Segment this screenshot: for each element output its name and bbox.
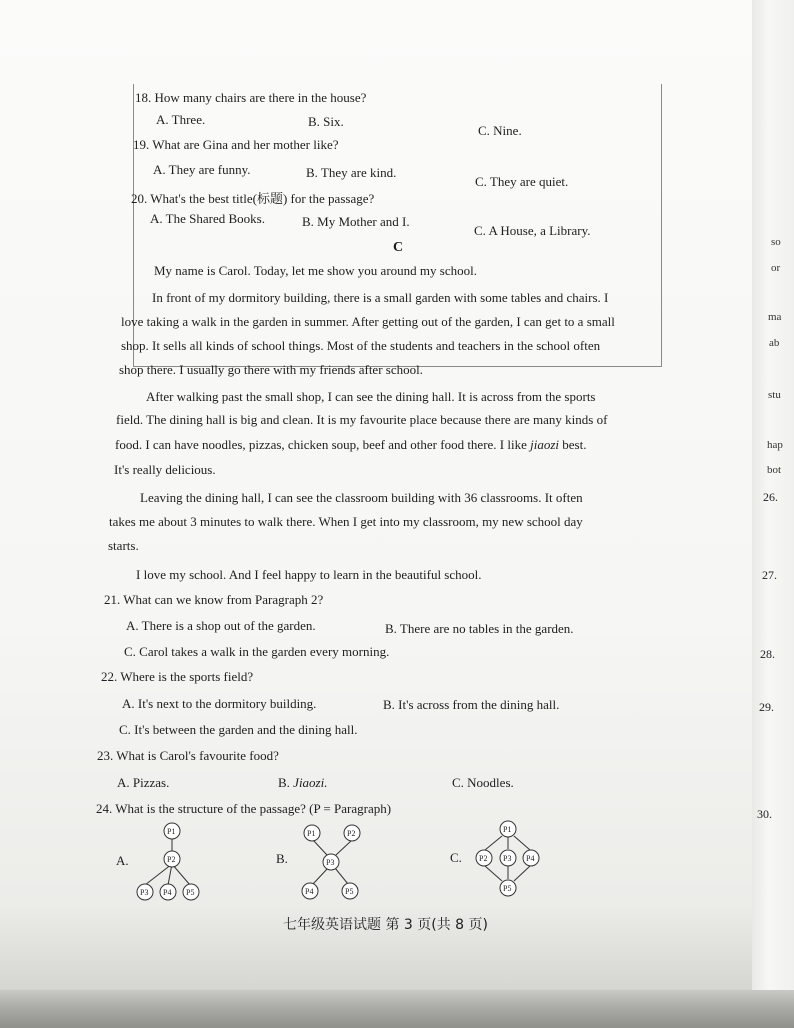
passage-line: starts. (108, 538, 139, 553)
q18-option-c[interactable]: C. Nine. (478, 123, 522, 138)
margin-fragment: ab (769, 337, 780, 349)
node-p4 (160, 884, 176, 900)
svg-text:P2: P2 (479, 854, 488, 863)
section-c-title: C (393, 240, 404, 255)
passage-line: shop. It sells all kinds of school things. Most of the students and teachers in the school often (121, 338, 601, 353)
q22-question: 22. Where is the sports field? (101, 669, 254, 684)
q18-question: 18. How many chairs are there in the house? (135, 90, 367, 105)
q19-option-c[interactable]: C. They are quiet. (475, 174, 569, 189)
q23-option-a[interactable]: A. Pizzas. (117, 775, 170, 790)
passage-line: shop there. I usually go there with my friends after school. (119, 362, 423, 377)
node-p2 (476, 850, 492, 866)
q20-option-c[interactable]: C. A House, a Library. (474, 223, 591, 238)
node-p1 (500, 821, 516, 837)
svg-text:P3: P3 (326, 858, 335, 867)
node-p3 (137, 884, 153, 900)
margin-fragment: hap (767, 439, 783, 451)
q21-option-a[interactable]: A. There is a shop out of the garden. (126, 618, 316, 633)
node-p2 (164, 851, 180, 867)
node-p5 (342, 883, 358, 899)
diagram-edge (485, 836, 502, 850)
svg-text:P5: P5 (345, 887, 354, 896)
svg-text:P4: P4 (163, 888, 172, 897)
margin-question-number: 29. (759, 700, 774, 714)
margin-fragment: or (771, 262, 781, 274)
q22-option-a[interactable]: A. It's next to the dormitory building. (122, 696, 317, 711)
passage-line (115, 437, 586, 453)
diagram-edge (172, 864, 190, 885)
q21-option-c[interactable]: C. Carol takes a walk in the garden every morning. (124, 644, 390, 659)
margin-question-number: 28. (760, 647, 775, 661)
q19-question: 19. What are Gina and her mother like? (133, 137, 339, 152)
node-p5 (500, 880, 516, 896)
passage-line: takes me about 3 minutes to walk there. When I get into my classroom, my new school day (109, 514, 583, 529)
q23-option-b-letter: B. (278, 775, 294, 790)
q23-option-b-word: Jiaozi. (293, 775, 328, 790)
q22-option-b[interactable]: B. It's across from the dining hall. (383, 697, 560, 712)
q21-question: 21. What can we know from Paragraph 2? (104, 592, 324, 607)
svg-text:P1: P1 (167, 827, 176, 836)
q23-option-c[interactable]: C. Noodles. (452, 775, 514, 790)
svg-text:P5: P5 (186, 888, 195, 897)
q22-option-c[interactable]: C. It's between the garden and the dining hall. (119, 722, 358, 737)
node-p4 (302, 883, 318, 899)
q24-question: 24. What is the structure of the passage? (P = Paragraph) (96, 801, 392, 816)
node-p5 (183, 884, 199, 900)
node-p3 (500, 850, 516, 866)
diagram-edge (485, 866, 502, 881)
node-p2 (344, 825, 360, 841)
margin-fragment: bot (767, 464, 782, 476)
next-page-edge (752, 0, 794, 1028)
page-bottom-shadow (0, 990, 794, 1028)
q24-option-a[interactable]: A. (116, 853, 129, 868)
passage-line: My name is Carol. Today, let me show you around my school. (154, 263, 477, 278)
node-p4 (523, 850, 539, 866)
q18-option-a[interactable]: A. Three. (156, 112, 206, 127)
svg-text:P5: P5 (503, 884, 512, 893)
diagram-edge (145, 864, 172, 885)
q23-question: 23. What is Carol's favourite food? (97, 748, 279, 763)
margin-fragment: so (771, 236, 781, 248)
q20-option-b[interactable]: B. My Mother and I. (302, 214, 410, 229)
diagram-edge (335, 868, 348, 884)
passage-line: After walking past the small shop, I can see the dining hall. It is across from the sports (146, 389, 596, 404)
q24-option-b[interactable]: B. (276, 851, 288, 866)
diagram-edge (313, 868, 328, 884)
node-p1 (304, 825, 320, 841)
structure-diagram-c (468, 815, 548, 910)
diagram-edge (336, 840, 352, 855)
passage-italic-word: jiaozi (530, 437, 560, 452)
passage-line-text: best. (562, 437, 587, 452)
margin-fragment: ma (768, 311, 782, 323)
svg-text:P2: P2 (167, 855, 176, 864)
q20-question: 20. What's the best title(标题) for the passage? (131, 191, 375, 206)
svg-text:P4: P4 (305, 887, 314, 896)
q24-option-c[interactable]: C. (450, 850, 462, 865)
q19-option-a[interactable]: A. They are funny. (153, 162, 251, 177)
margin-question-number: 27. (762, 568, 777, 582)
diagram-edge (313, 840, 327, 855)
svg-text:P3: P3 (503, 854, 512, 863)
margin-question-number: 30. (757, 807, 772, 821)
svg-text:P1: P1 (503, 825, 512, 834)
margin-fragment: stu (768, 389, 781, 401)
passage-line-text: food. I can have noodles, pizzas, chicken soup, beef and other food there. I like (115, 437, 527, 452)
q18-option-b[interactable]: B. Six. (308, 114, 344, 129)
passage-line: In front of my dormitory building, there is a small garden with some tables and chairs. I (152, 290, 609, 305)
node-p3 (323, 854, 339, 870)
page-footer: 七年级英语试题 第 3 页(共 8 页) (283, 917, 488, 933)
q20-option-a[interactable]: A. The Shared Books. (150, 211, 265, 226)
diagram-edge (514, 866, 530, 881)
svg-text:P1: P1 (307, 829, 316, 838)
passage-line: It's really delicious. (114, 462, 216, 477)
passage-line: love taking a walk in the garden in summer. After getting out of the garden, I can get to a small (121, 314, 615, 329)
q21-option-b[interactable]: B. There are no tables in the garden. (385, 621, 574, 636)
diagram-edge (514, 836, 530, 850)
q23-option-b[interactable] (278, 775, 327, 791)
node-p1 (164, 823, 180, 839)
q19-option-b[interactable]: B. They are kind. (306, 165, 397, 180)
passage-line: field. The dining hall is big and clean. It is my favourite place because there are many kinds of (116, 412, 608, 427)
structure-diagram-b (294, 818, 374, 910)
svg-text:P3: P3 (140, 888, 149, 897)
svg-text:P4: P4 (526, 854, 535, 863)
structure-diagram-a (128, 818, 208, 910)
passage-line: Leaving the dining hall, I can see the classroom building with 36 classrooms. It often (140, 490, 583, 505)
margin-question-number: 26. (763, 490, 778, 504)
passage-line: I love my school. And I feel happy to learn in the beautiful school. (136, 567, 482, 582)
svg-text:P2: P2 (347, 829, 356, 838)
